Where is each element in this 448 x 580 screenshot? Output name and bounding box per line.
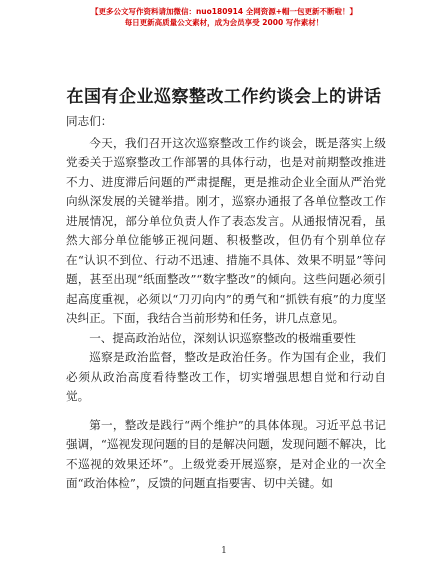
section-heading: 一、提高政治站位，深刻认识巡察整改的极端重要性 [89,330,356,345]
banner-promo-line: 【更多公文写作资料请加微信：nuo180914 全网资源+帽一包更新不断啦！】 [90,7,358,16]
greeting: 同志们： [66,114,113,128]
document-body [66,112,386,494]
paragraph-intro: 今天，我们召开这次巡察整改工作约谈会，既是落实上级党委关于巡察整改工作部署的具体行动，也是对前期整改推进不力、进度滞后问题的严肃提醒，更是推动企业全面从严治党向纵深发展的关键举措。刚才，巡察办通报了各单位整改工作进展情况，部分单位负责人作了表态发言。从通报情况看，虽然大部分单位能够正视问题、积极整改，但仍有个别单位存在“认识不到位、行动不迅速、措施不具体、效果不明显”等问题，甚至出现“纸面整改”“数字整改”的倾向。这些问题必须引起高度重视，必须以“刀刃向内”的勇气和“抓铁有痕”的力度坚决纠正。下面，我结合当前形势和任务，讲几点意见。 [66,135,386,325]
page-number: 1 [221,546,227,556]
header-banner [0,6,448,28]
paragraph-political-supervision: 巡察是政治监督，整改是政治任务。作为国有企业，我们必须从政治高度看待整改工作，切实增强思想自觉和行动自觉。 [66,350,386,403]
banner-update-line: 每日更新高质量公文素材，成为会员享受 2000 写作素材！ [124,18,324,27]
document-title: 在国有企业巡察整改工作约谈会上的讲话 [66,87,382,107]
paragraph-first-point: 第一，整改是践行“两个维护”的具体体现。习近平总书记强调，“巡视发现问题的目的是解决问题，发现问题不解决，比不巡视的效果还坏”。上级党委开展巡察，是对企业的一次全面“政治体检”，反馈的问题直指要害、切中关键。如 [66,417,386,490]
